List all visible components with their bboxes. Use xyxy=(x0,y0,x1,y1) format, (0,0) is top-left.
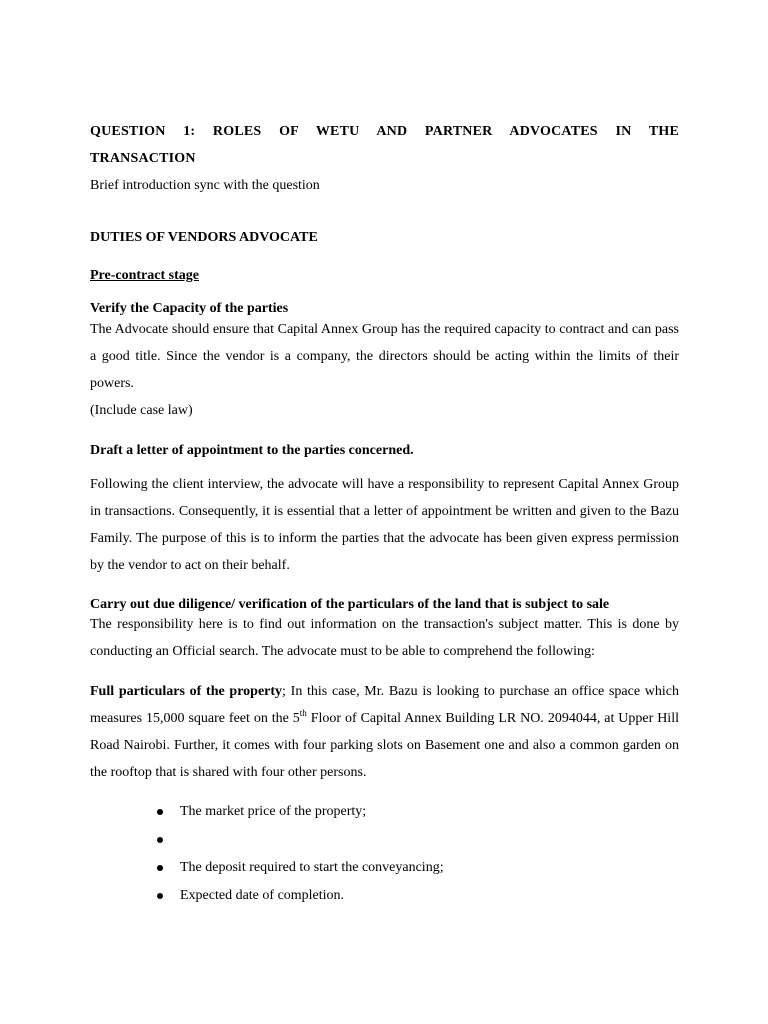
particulars-text-2: Floor of Capital Annex Building LR NO. 2094044, at Upper Hill Road Nairobi. Further, it comes with four parking slots on Basement one and also a common garden on the rooftop that is shared with four other persons. xyxy=(90,711,679,780)
pre-contract-heading: Pre-contract stage xyxy=(90,268,199,283)
list-item xyxy=(180,882,680,910)
capacity-paragraph: The Advocate should ensure that Capital Annex Group has the required capacity to contract and can pass a good title. Since the vendor is a company, the directors should be acting within the limits of their powers. xyxy=(90,322,679,391)
bullet-icon xyxy=(157,893,163,899)
list-item xyxy=(180,826,680,854)
intro-text: Brief introduction sync with the question xyxy=(90,178,320,193)
particulars-paragraph xyxy=(90,678,679,786)
duties-heading: DUTIES OF VENDORS ADVOCATE xyxy=(90,230,318,245)
diligence-heading: Carry out due diligence/ verification of the particulars of the land that is subject to sale xyxy=(90,597,610,612)
particulars-lead: Full particulars of the property xyxy=(90,684,283,699)
capacity-note: (Include case law) xyxy=(90,403,193,418)
bullet-icon xyxy=(157,809,163,815)
particulars-text-1: ; In this case, Mr. Bazu is looking to purchase an office space which measures 15,000 square feet on the 5 xyxy=(90,684,680,726)
question-heading xyxy=(90,118,679,172)
bullet-icon xyxy=(157,865,163,871)
bullet-icon xyxy=(157,837,163,843)
list-item-text: Expected date of completion. xyxy=(180,888,345,903)
appointment-heading: Draft a letter of appointment to the parties concerned. xyxy=(90,443,414,458)
question-heading-line1: QUESTION 1: ROLES OF WETU AND PARTNER ADVOCATES IN THE xyxy=(90,124,679,139)
list-item xyxy=(180,854,680,882)
capacity-heading: Verify the Capacity of the parties xyxy=(90,301,289,316)
particulars-sup: th xyxy=(299,708,307,718)
question-heading-line2: TRANSACTION xyxy=(90,151,196,166)
bullet-list xyxy=(180,798,680,910)
list-item-text: The market price of the property; xyxy=(180,804,367,819)
list-item xyxy=(180,798,680,826)
diligence-paragraph: The responsibility here is to find out information on the transaction's subject matter. This is done by conducting an Official search. The advocate must to be able to comprehend the following: xyxy=(90,617,679,659)
list-item-text: The deposit required to start the conveyancing; xyxy=(180,860,444,875)
appointment-paragraph: Following the client interview, the advocate will have a responsibility to represent Capital Annex Group in transactions. Consequently, it is essential that a letter of appointment be written and given to the Bazu Family. The purpose of this is to inform the parties that the advocate has been given express permission by the vendor to act on their behalf. xyxy=(90,477,679,573)
